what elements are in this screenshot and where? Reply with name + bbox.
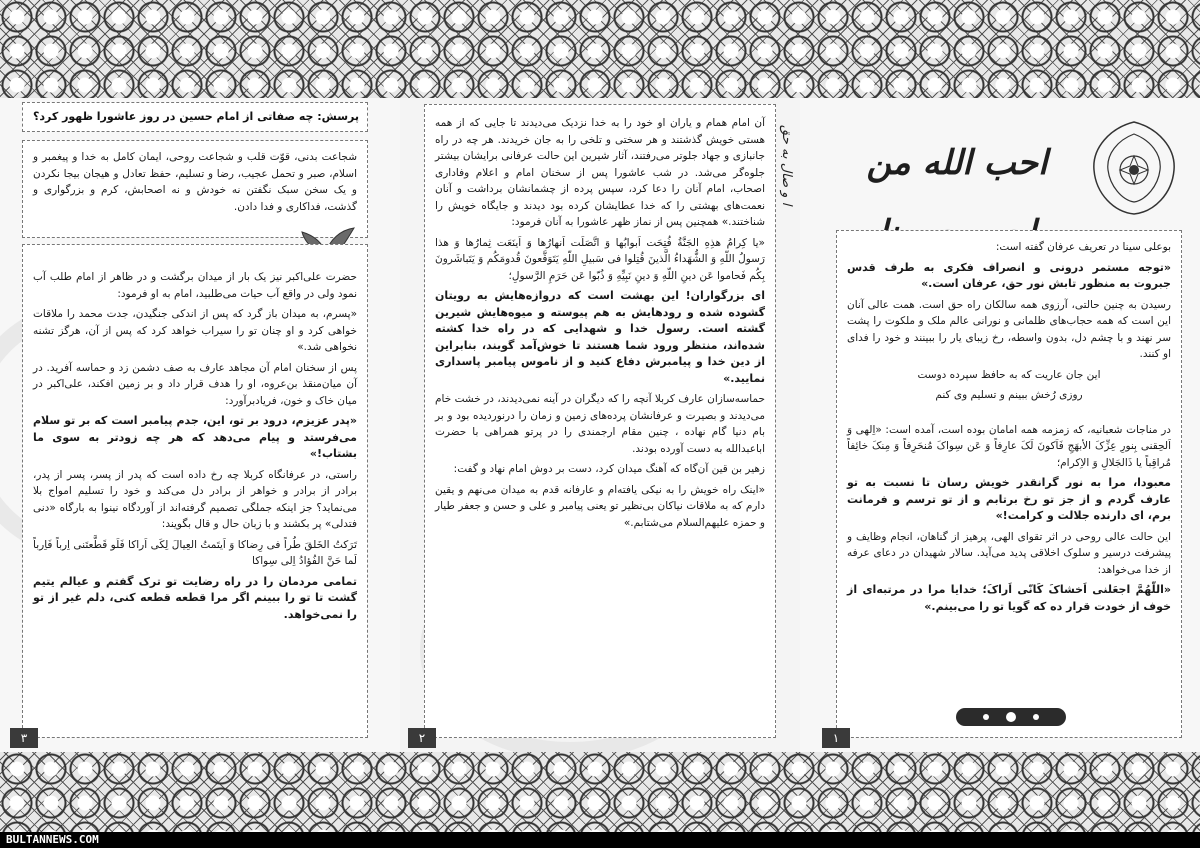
paragraph: آن امام همام و یاران او خود را به خدا نزدیک می‌دیدند تا جایی که از همه هستی خویش گذشتند و هر سختی و تلخی را به جان خریدند. هر چه در راه جانبازی و جهاد جلوتر می‌رفتند، آثار شیرین این حالت عرفانی برایشان بیشتر جلوه‌گر می‌شد. در شب عاشورا پس از سخنان امام و اعلام وفاداری اصحاب، امام آنان را دعا کرد، سپس پرده از چشمانشان برداشت و آنان نعمت‌های بهشتی را که خدا عطایشان کرده بود دیدند و جایگاه خویش را شناختند.» همچنین پس از نماز ظهر عاشورا به آنان فرمود: xyxy=(435,117,765,228)
page-number-1: ۱ xyxy=(822,728,850,748)
page-number-2: ۲ xyxy=(408,728,436,748)
arabic-quote: «یا کِرامُ هذِهِ الجَنَّةُ فُتِحَت اَبوابُها وَ اتَّصَلَت اَنهارُها وَ اَینَعَت ثِمارُها وَ هذا رَسولُ اللّهِ وَ الشُّهَداءُ الَّذینَ قُتِلوا فی سَبیلِ اللّهِ یَتَوَقَّعونَ قُدومَکُم وَ یَتَباشَرونَ بِکُم فَحاموا عَن دینِ اللّهِ وَ دینِ نَبِیِّهِ وَ ذُبّوا عَن حَرَمِ الرَّسولِ؛ xyxy=(435,236,765,282)
arabic-poem: تَرَکتُ الخَلقَ طُراً فی رِضاکا وَ اَیتَمتُ العِیالَ لِکَی اَراکا فَلَو قَطَّعتَنی اِرباً فَاِرباً لَما حَنَّ الفُؤادُ اِلی سِواکا xyxy=(33,538,357,567)
quote-bold: «پدر عزیزم، درود بر تو، این، جدم پیامبر است که بر تو سلام می‌فرستد و پیام می‌دهد که هر چه زودتر به سوی ما بشتاب!» xyxy=(33,414,357,460)
quote-bold: ای بزرگواران! این بهشت است که دروازه‌هایش به رویتان گشوده شده و رودهایش به هم پیوسته و میوه‌هایش شیرین گشته است. رسول خدا و شهدایی که در راه خدا کشته شده‌اند، منتظر ورود شما هستند تا خوش‌آمد گویند، بنابراین از دین خدا و پیامبرش دفاع کنید و از ناموس پیامبر پاسداری نمایید.» xyxy=(435,289,765,385)
paragraph: حضرت علی‌اکبر نیز یک بار از میدان برگشت و در ظاهر از امام طلب آب نمود ولی در واقع آب حیات می‌طلبید، امام به او فرمود: xyxy=(33,271,357,300)
paragraph: در مناجات شعبانیه، که زمزمه همه امامان بوده است، آمده است: «اِلهی وَ اَلحِقنی بِنورِ عِزِّکَ الأبهَجِ فَاَکونَ لَکَ عارِفاً وَ عَن سِواکَ مُنحَرِفاً وَ مِنکَ خائِفاً مُراقِباً یا ذَالجَلالِ وَ الاِکرام؛ xyxy=(847,423,1171,469)
paragraph: زهیر بن قین آن‌گاه که آهنگ میدان کرد، دست بر دوش امام نهاد و گفت: xyxy=(453,463,765,475)
paragraph: حماسه‌سازان عارف کربلا آنچه را که دیگران در آینه نمی‌دیدند، در خشت خام می‌دیدند و بصیرت و عرفانشان پرده‌های زمین و زمان را درنوردیده بود و بر بام دنیا گام نهاده ، چنین مقام ارجمندی را در پرتو همراهی با حضرت اباعبدالله به دست آورده بودند. xyxy=(435,393,765,455)
paragraph: پس از سخنان امام آن مجاهد عارف به صف دشمن زد و حماسه آفرید. در آن میان‌منقذ بن‌عروه، او را هدف قرار داد و بر زمین افکند، علی‌اکبر در میان خاک و خون، فریادبرآورد: xyxy=(33,361,357,407)
page-3-text-box xyxy=(22,244,368,738)
poem-line: روزی رُخش ببینم و تسلیم وی کنم xyxy=(935,389,1083,401)
paragraph: شجاعت بدنی، قوّت قلب و شجاعت روحی، ایمان کامل به خدا و پیغمبر و اسلام، صبر و تحمل عجیب، رضا و تسلیم، حفظ تعادل و هیجان بیجا نکردن و یک سخن سبک نگفتن نه خودش و نه اصحابش، کرم و بزرگواری و گذشت، فداکاری و فدا دادن. xyxy=(33,151,357,213)
page-1-text-box xyxy=(836,230,1182,738)
paragraph: این حالت عالی روحی در اثر تقوای الهی، پرهیز از گناهان، انجام وظایف و پیشرفت درسیر و سلوک اخلاقی پدید می‌آید. سالار شهیدان در دعای عرفه از خدا می‌خواهد: xyxy=(847,530,1171,576)
question-header: پرسش: چه صفاتی از امام حسین در روز عاشورا ظهور کرد؟ xyxy=(22,102,368,132)
paragraph: رسیدن به چنین حالتی، آرزوی همه سالکان راه حق است. همت عالی آنان این است که همه حجاب‌های ظلمانی و نورانی عالم ملک و ملکوت را پشت سر نهند و با چشم دل، بدون واسطه، رخ زیبای یار را ببینند و خود را فدای او کنند. xyxy=(847,298,1171,360)
ornament-divider-icon xyxy=(956,706,1066,728)
quote-bold: تمامی مردمان را در راه رضایت تو ترک گفتم و عیالم یتیم گشت تا تو را ببینم اگر مرا قطعه قطعه کنی، دلم غیر از تو را نمی‌خواهد. xyxy=(33,574,357,621)
paragraph: «اینک راه خویش را به نیکی یافته‌ام و عارفانه قدم به میدان می‌نهم و یقین دارم که به ملاقات نیاکان بی‌نظیر تو یعنی پیامبر و علی و حسن و جعفر طیار و حمزه علیهم‌السلام می‌شتابم.» xyxy=(435,483,765,529)
flower-medallion-icon xyxy=(1088,118,1180,218)
title-calligraphy: احب الله من xyxy=(866,143,1048,183)
quote-bold: «اللّهُمَّ اجعَلنی اَخشاکَ کَانّی اَراکَ؛ خدایا مرا در مرتبه‌ای از خوف از خودت قرار ده که گویا تو را می‌بینم.» xyxy=(847,583,1171,613)
watermark: BULTANNEWS.COM xyxy=(0,832,1200,848)
page-2-text-box xyxy=(424,104,776,738)
paragraph: راستی، در عرفانگاه کربلا چه رخ داده است که پدر از پسر، پسر از پدر، برادر از برادر و خواهر از برادر دل می‌کند و خود را تسلیم امواج بلا می‌نماید؟ جز اینکه جملگی تصمیم گرفته‌اند از آوردگاه نینوا به بارگاه «دنی فتدلی» پر بکشند و با زبان حال و قال بگویند: xyxy=(33,468,357,530)
bottom-ornamental-border xyxy=(0,752,1200,832)
quote-bold: «توجه مستمر درونی و انصراف فکری به طرف قدس جبروت به منظور تابش نور حق، عرفان است.» xyxy=(847,260,1171,290)
poem-line: این جان عاریت که به حافظ سپرده دوست xyxy=(917,368,1101,381)
paragraph: «پسرم، به میدان باز گرد که پس از اندکی جنگیدن، جدت محمد را ملاقات خواهی کرد و او چنان تو را سیراب خواهد کرد که پس از آن، هرگز تشنه نخواهی شد.» xyxy=(33,308,357,353)
paragraph: بوعلی سینا در تعریف عرفان گفته است: xyxy=(995,241,1171,253)
side-label: ا و صال به حق xyxy=(779,124,794,206)
quote-bold: معبودا، مرا به نور گرانقدر خویش رسان تا نسبت به تو عارف گردم و از جز تو رخ برتابم و از تو ترسم و فرمانت برم، ای دارنده جلالت و کرامت!» xyxy=(847,476,1171,522)
top-ornamental-border xyxy=(0,0,1200,98)
page-number-3: ۳ xyxy=(10,728,38,748)
